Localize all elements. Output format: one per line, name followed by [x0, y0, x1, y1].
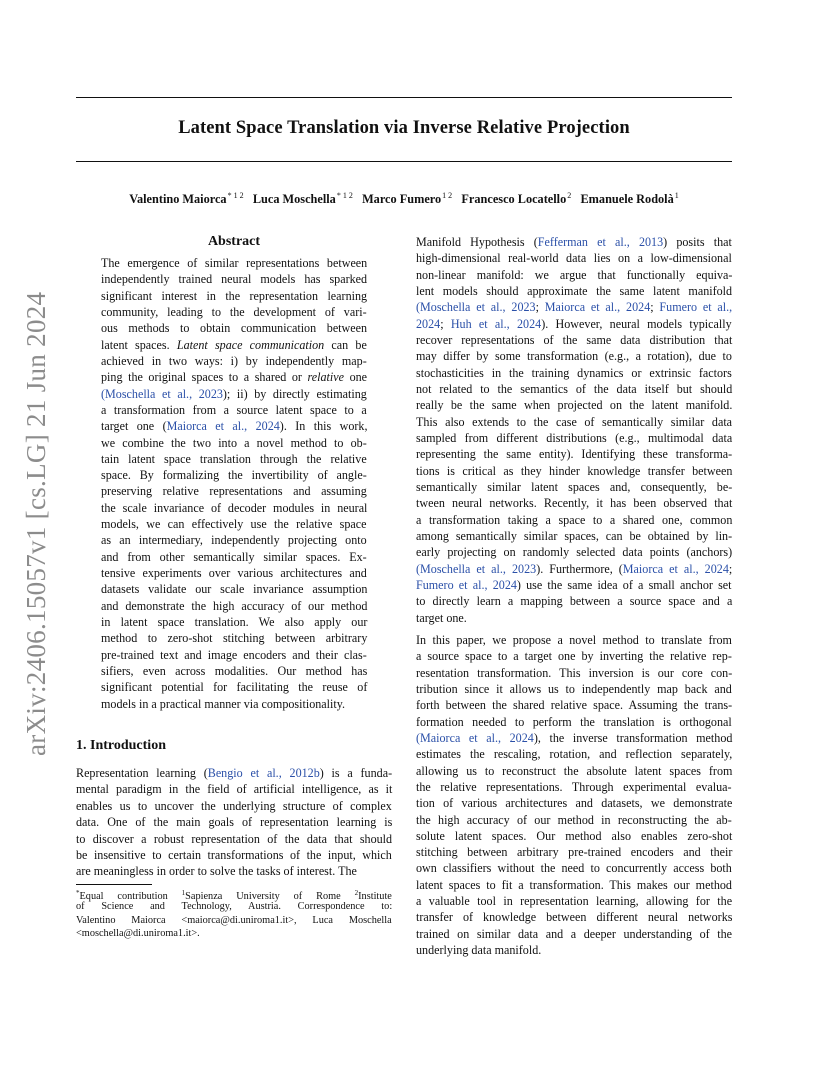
text-span: Representation learning ( — [76, 766, 208, 780]
text-line — [416, 812, 732, 828]
text-span: a source space to a target one by inverting the relative rep- — [416, 649, 732, 664]
text-line — [101, 288, 367, 304]
citation-link[interactable]: Maiorca et al., — [622, 561, 699, 576]
text-span: ; — [535, 300, 545, 315]
text-line — [76, 831, 392, 847]
text-line — [416, 730, 732, 746]
text-span: <moschella@di.uniroma1.it>. — [76, 928, 200, 940]
footnote-marker: * — [76, 889, 80, 897]
text-line — [416, 893, 732, 909]
footnote-rule — [76, 884, 152, 885]
text-line — [416, 577, 732, 593]
text-span: stochasticities in the training dynamics or extrinsic factors — [416, 365, 732, 380]
text-span: latent spaces to fit a transformation. This makes our method — [416, 877, 732, 892]
text-line — [416, 348, 732, 364]
text-span — [192, 387, 199, 401]
text-line — [416, 795, 732, 811]
text-line — [416, 397, 732, 413]
citation-link[interactable]: 2023 — [512, 561, 537, 576]
author-2: Luca Moschella$^{* 1 2}$ — [252, 191, 353, 206]
text-span: transfer of knowledge between different neural networks — [416, 910, 733, 925]
text-span: sifiers, even across modalities. Our method has — [101, 664, 368, 678]
text-line — [101, 467, 367, 483]
text-span: ) posits that — [663, 235, 732, 249]
text-span: preserving relative representations and assuming — [101, 484, 367, 499]
text-span: significant potential for facilitating the reuse of — [101, 680, 368, 695]
text-line — [416, 234, 732, 250]
text-span: Valentino Maiorca <maiorca@di.uniroma1.it>, Luca Moschella — [76, 914, 392, 926]
text-span: the scale invariance of decoder modules in neural — [101, 500, 368, 515]
text-span: allowing us to reconstruct the absolute latent spaces from — [416, 763, 733, 778]
citation-link[interactable]: 2012b — [289, 766, 320, 780]
text-span: datasets validate our scale invariance assumption — [101, 582, 368, 597]
text-span: forth between the shared relative space. Assuming the trans- — [416, 698, 733, 713]
text-line — [101, 483, 367, 499]
text-span: among semantically similar spaces, can be obtained by lin- — [416, 528, 733, 543]
text-line — [416, 860, 732, 876]
citation-link[interactable]: ( — [416, 300, 421, 315]
author-4: Francesco Locatello$^2$ — [461, 191, 572, 206]
citation-link[interactable]: 2024 — [626, 300, 651, 315]
text-span — [282, 766, 290, 780]
text-line — [416, 446, 732, 462]
text-span: trained on similar data and a deeper understanding of the — [416, 926, 733, 941]
text-line — [101, 255, 367, 271]
text-line — [101, 679, 367, 695]
text-line — [76, 765, 392, 781]
author-1: Valentino Maiorca$^{* 1 2}$ — [129, 191, 244, 206]
text-span: sampled from different distributions (e.g., multimodal data — [416, 430, 733, 445]
text-line — [416, 593, 732, 609]
text-span: one — [344, 370, 368, 385]
text-line — [416, 495, 732, 511]
text-line — [101, 696, 345, 712]
text-span: Institute — [358, 891, 392, 902]
footnote-line — [76, 927, 200, 940]
text-line — [416, 512, 732, 528]
text-line — [416, 665, 732, 681]
text-span: tribution since it allows us to independently map back and — [416, 681, 732, 696]
text-span: ous methods to obtain communication between — [101, 321, 368, 336]
text-span: to discover a robust representation of the data that should — [76, 831, 393, 846]
text-line — [416, 528, 732, 544]
text-line — [416, 283, 732, 299]
text-span: significant interest in the representation learning — [101, 288, 368, 303]
citation-link[interactable]: 2013 — [638, 235, 664, 249]
text-line — [76, 798, 392, 814]
text-span: Equal contribution — [79, 891, 182, 902]
text-span: achieved in two ways: i) by independently map- — [101, 353, 367, 368]
text-line — [416, 632, 732, 648]
paper-title: Latent Space Translation via Inverse Relative Projection — [178, 118, 630, 138]
citation-link[interactable]: Fumero et al., — [416, 577, 488, 592]
text-line — [101, 386, 367, 402]
text-span: space. By formalizing the invertibility of angle- — [101, 468, 367, 483]
text-line — [416, 714, 732, 730]
text-line — [101, 304, 367, 320]
text-line — [416, 779, 732, 795]
text-span: semantically similar latent spaces and, consequently, be- — [416, 479, 733, 494]
text-span: formation needed to perform the translation is orthogonal — [416, 714, 732, 729]
citation-link[interactable]: ( — [416, 730, 421, 745]
abstract-heading: Abstract — [207, 234, 261, 249]
text-line — [76, 863, 357, 879]
title-top-rule — [76, 97, 732, 98]
text-line — [416, 381, 732, 397]
text-span: tion of various architectures and datasets, we demonstrate — [416, 796, 733, 811]
text-span: are meaningless in order to solve the tasks of interest. The — [76, 864, 357, 879]
text-line — [416, 697, 732, 713]
text-line — [101, 451, 367, 467]
footnote-line — [76, 914, 392, 927]
text-line — [416, 942, 541, 958]
text-span: not related to the semantics of the data itself but should — [416, 381, 733, 396]
text-span: estimates the rescaling, rotation, and reflection separately, — [416, 747, 733, 762]
text-line — [101, 532, 367, 548]
text-line — [416, 561, 732, 577]
text-line — [416, 332, 732, 348]
text-span: tween neural networks. Recently, it has been observed that — [416, 496, 733, 511]
text-span: This also extends to the case of semantically similar data — [416, 414, 733, 429]
text-span: solute latent spaces. Our method also enables zero-shot — [416, 828, 733, 843]
author-list — [76, 191, 732, 207]
text-span: a transformation taking a space to a shared one, common — [416, 512, 733, 527]
text-span: ), the inverse transformation method — [533, 730, 733, 745]
text-line — [101, 598, 367, 614]
text-span: tions is critical as they hinder knowledge transfer between — [416, 463, 733, 478]
text-span: to directly learn a mapping between a source space and a — [416, 594, 733, 609]
citation-link[interactable]: Moschella et al., — [420, 561, 506, 576]
text-line — [416, 479, 732, 495]
text-line — [416, 430, 732, 446]
text-line — [76, 847, 392, 863]
text-span: ). In this work, — [279, 419, 368, 434]
text-line — [416, 250, 732, 266]
text-line — [101, 435, 367, 451]
text-line — [101, 614, 367, 630]
text-span: own classifiers without the need to concurrently access both — [416, 861, 732, 876]
citation-link[interactable]: 2024 — [517, 316, 542, 331]
text-line — [101, 402, 367, 418]
text-span: underlying data manifold. — [416, 943, 542, 958]
text-span: early projecting on randomly selected data points (anchors) — [416, 545, 733, 560]
text-span: stitching between arbitrary pre-trained encoders and their — [416, 845, 733, 860]
citation-link[interactable]: Moschella et al., — [420, 300, 506, 315]
text-span: Latent space communication — [176, 337, 325, 352]
text-line — [76, 781, 392, 797]
text-span: method to zero-shot stitching between arbitrary — [101, 631, 368, 646]
text-line — [101, 647, 367, 663]
text-line — [416, 763, 732, 779]
text-span: target one ( — [101, 419, 167, 434]
text-line — [416, 909, 732, 925]
text-line — [416, 414, 732, 430]
text-span: lent models should approximate the same latent manifold — [416, 283, 733, 298]
citation-link[interactable]: 2024 — [255, 419, 280, 434]
text-span: ; — [650, 300, 660, 315]
text-line — [101, 320, 367, 336]
citation-link[interactable]: Huh et al., — [450, 316, 510, 331]
text-span — [501, 731, 510, 745]
text-line — [76, 814, 392, 830]
text-span: we combine the two into a novel method to ob- — [101, 435, 367, 450]
text-span: may differ by some transformation (e.g., a rotation), due to — [416, 349, 732, 364]
text-span: resentation transformation. This inversion is our core con- — [416, 665, 733, 680]
text-line — [416, 828, 732, 844]
text-line — [416, 648, 732, 664]
text-span: and from other semantically similar spaces. Ex- — [101, 549, 367, 564]
citation-link[interactable]: Fefferman et al., — [537, 235, 630, 249]
citation-link[interactable]: Maiorca et al., — [166, 419, 248, 434]
text-span: mental paradigm in the field of artificial intelligence, as it — [76, 782, 393, 797]
title-bottom-rule — [76, 161, 732, 162]
text-span: the high accuracy of our method in reconstructing the ab- — [416, 812, 732, 827]
text-span: ); ii) by directly estimating — [222, 386, 367, 401]
citation-link[interactable]: Maiorca et al., — [544, 300, 621, 315]
text-span: a transformation from a source latent space to a — [101, 402, 367, 417]
text-span: In this paper, we propose a novel method to translate from — [416, 633, 732, 647]
text-span: ). However, neural models typically — [541, 316, 732, 331]
citation-link[interactable]: Maiorca et al., — [420, 730, 502, 745]
footnote-line — [76, 900, 392, 913]
text-span: of Science and Technology, Austria. Correspondence to: — [76, 901, 393, 913]
text-line — [101, 516, 367, 532]
text-span — [510, 317, 517, 331]
text-span: recover representations of the same data distribution that — [416, 332, 733, 347]
text-span: models in a practical manner via compositionality. — [101, 696, 346, 711]
citation-link[interactable]: 2024 — [704, 561, 729, 576]
text-line — [416, 267, 732, 283]
text-span: be insensitive to certain transformations of the input, which — [76, 847, 392, 862]
text-span: ). Furthermore, ( — [536, 561, 623, 576]
citation-link[interactable]: Fumero et al., — [659, 300, 733, 315]
text-line — [416, 844, 732, 860]
text-line — [416, 610, 467, 626]
text-span: can be — [324, 337, 367, 352]
text-span: really be the same when projected on the latent manifold. — [416, 398, 733, 413]
text-span: tain latent space translation through the relative — [101, 451, 367, 466]
text-span: pre-trained text and image encoders and their clas- — [101, 647, 367, 662]
text-line — [101, 418, 367, 434]
text-line — [101, 337, 367, 353]
text-span: independently trained neural models has sparked — [101, 272, 368, 287]
text-line — [416, 681, 732, 697]
text-line — [416, 365, 732, 381]
text-line — [416, 299, 732, 315]
citation-link[interactable]: 2024 — [509, 730, 534, 745]
citation-link[interactable]: Moschella et al., — [105, 386, 193, 401]
text-line — [101, 581, 367, 597]
text-span: target one. — [416, 610, 467, 625]
text-span: ; — [728, 561, 733, 576]
citation-link[interactable]: Bengio et al., — [207, 766, 282, 780]
text-span: enables us to uncover the underlying structure of complex — [76, 798, 392, 813]
text-span: Sapienza University of Rome — [185, 891, 355, 902]
citation-link[interactable]: 2023 — [511, 300, 536, 315]
text-line — [416, 544, 732, 560]
text-span: data. One of the main goals of representation learning is — [76, 815, 393, 830]
text-line — [416, 926, 732, 942]
text-span: models, we can effectively use the relative space — [101, 517, 367, 532]
text-span: relative — [307, 370, 344, 385]
text-line — [101, 500, 367, 516]
text-span — [247, 419, 255, 433]
text-span: ; — [440, 316, 451, 331]
text-span: Manifold Hypothesis ( — [416, 235, 538, 249]
text-span: community, leading to the development of vari- — [101, 304, 367, 319]
text-span: ) is a funda- — [319, 766, 393, 780]
citation-link[interactable]: 2024 — [416, 316, 441, 331]
citation-link[interactable]: ( — [101, 386, 106, 401]
citation-link[interactable]: 2023 — [198, 386, 223, 401]
text-line — [101, 663, 367, 679]
text-line — [416, 877, 732, 893]
text-line — [101, 369, 367, 385]
text-span: tensive experiments over various architectures and — [101, 566, 367, 581]
section-heading-introduction: 1. Introduction — [76, 738, 166, 753]
text-span: as an intermediary, independently projecting onto — [101, 533, 367, 548]
text-line — [101, 630, 367, 646]
text-line — [101, 353, 367, 369]
text-line — [101, 565, 367, 581]
text-span: The emergence of similar representations between — [101, 256, 368, 270]
text-span: in latent space translation. We also apply our — [101, 615, 368, 630]
text-line — [416, 463, 732, 479]
text-line — [416, 746, 732, 762]
text-span: high-dimensional real-world data lies on a low-dimensional — [416, 251, 732, 266]
footnote-marker: 1 — [181, 889, 186, 897]
text-span: a valuable tool in representation learning, allowing for the — [416, 894, 733, 909]
text-line — [101, 271, 367, 287]
author-3: Marco Fumero$^{1 2}$ — [362, 191, 453, 206]
text-span: latent spaces. — [101, 337, 177, 352]
author-5: Emanuele Rodolà$^1$ — [580, 191, 679, 206]
arxiv-stamp: arXiv:2406.15057v1 [cs.LG] 21 Jun 2024 — [21, 291, 51, 756]
citation-link[interactable]: ( — [416, 561, 421, 576]
footnote-marker: 2 — [354, 889, 359, 897]
text-line — [101, 549, 367, 565]
text-span: representing the same entity). Identifying these transforma- — [416, 447, 733, 462]
text-span: ) use the same idea of a small anchor set — [516, 577, 732, 592]
text-span: and demonstrate the high accuracy of our method — [101, 598, 368, 613]
text-span: the relative representations. Through experimental evalua- — [416, 779, 732, 794]
text-line — [416, 316, 732, 332]
text-span — [630, 235, 639, 249]
citation-link[interactable]: 2024 — [492, 577, 517, 592]
text-span: ping the original spaces to a shared or — [101, 370, 308, 385]
text-span: non-linear manifold: we argue that functionally equiva- — [416, 267, 733, 282]
